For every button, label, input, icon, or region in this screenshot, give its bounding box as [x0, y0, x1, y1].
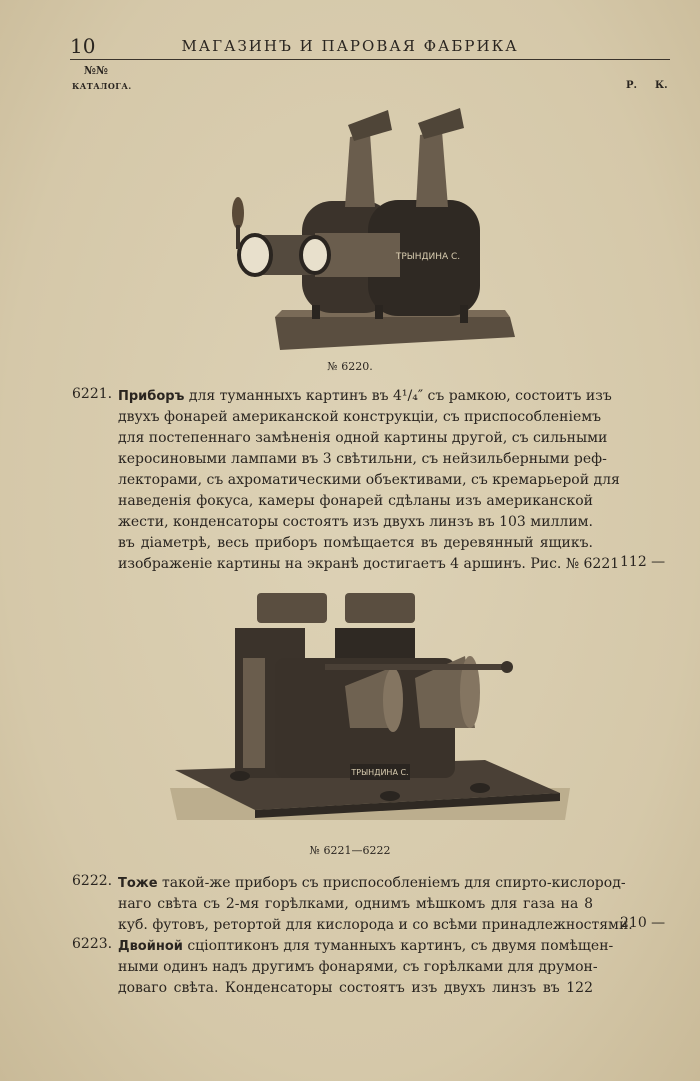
- entry-6223-number: 6223.: [72, 936, 113, 952]
- column-rubles-label: Р.: [626, 80, 638, 91]
- entry-6221-line-6: наведенія фокуса, камеры фонарей сдѣланы изъ американской: [118, 493, 593, 509]
- entry-6222-lead: Тоже: [118, 876, 158, 891]
- entry-6222-number: 6222.: [72, 873, 113, 889]
- entry-6222-line-2: наго свѣта съ 2-мя горѣлками, однимъ мѣшкомъ для газа на 8: [118, 896, 593, 912]
- entry-6221-line-8: въ діаметрѣ, весь приборъ помѣщается въ деревянный ящикъ.: [118, 535, 593, 551]
- entry-6221-line-3: для постепеннаго замѣненія одной картины другой, съ сильными: [118, 430, 608, 446]
- entry-6223-line-3: доваго свѣта. Конденсаторы состоятъ изъ двухъ линзъ въ 122: [118, 980, 593, 996]
- column-kopecks-label: К.: [655, 80, 668, 91]
- entry-6221-line-9: изображеніе картины на экранѣ достигаетъ 4 аршинъ. Рис. № 6221: [118, 556, 620, 572]
- entry-6221-line-2: двухъ фонарей американской конструкціи, съ приспособленіемъ: [118, 409, 602, 425]
- entry-6223-line-1: Двойной сціоптиконъ для туманныхъ картинъ, съ двумя помѣщен-: [118, 938, 614, 954]
- entry-6221-line-4: керосиновыми лампами въ 3 свѣтильни, съ нейзильберными реф-: [118, 451, 607, 467]
- figure-6221-label: ТРЫНДИНА С.: [351, 768, 409, 777]
- figure-6220-illustration: [220, 105, 520, 355]
- entry-6221-number: 6221.: [72, 386, 113, 402]
- page-number: 10: [70, 34, 96, 58]
- entry-6222-line-1: Тоже такой-же приборъ съ приспособленіемъ для спирто-кислород-: [118, 875, 626, 891]
- running-header: МАГАЗИНЪ И ПАРОВАЯ ФАБРИКА: [181, 37, 519, 55]
- header-rule: [70, 59, 670, 60]
- column-catalog-label: КАТАЛОГА.: [72, 81, 132, 91]
- entry-6222-price: 210 —: [620, 915, 666, 931]
- figure-6220-label: ТРЫНДИНА С.: [395, 252, 461, 262]
- figure-6221-illustration: [165, 588, 575, 838]
- figure-6221-caption: № 6221—6222: [309, 844, 391, 857]
- entry-6222-line-3: куб. футовъ, ретортой для кислорода и со всѣми принадлежностями.: [118, 917, 633, 933]
- entry-6221-price: 112 —: [620, 554, 666, 570]
- entry-6223-line-2: ными одинъ надъ другимъ фонарями, съ горѣлками для друмон-: [118, 959, 598, 975]
- entry-6223-lead: Двойной: [118, 939, 183, 954]
- entry-6221-line-5: лекторами, съ ахроматическими объективами, съ кремарьерой для: [118, 472, 620, 488]
- figure-6220-caption: № 6220.: [327, 360, 373, 373]
- entry-6221-line-1: Приборъ для туманныхъ картинъ въ 4¹/₄″ съ рамкою, состоитъ изъ: [118, 388, 612, 404]
- column-numbers-label: №№: [84, 64, 108, 77]
- entry-6221-line-7: жести, конденсаторы состоятъ изъ двухъ линзъ въ 103 миллим.: [118, 514, 593, 530]
- entry-6221-lead: Приборъ: [118, 389, 185, 404]
